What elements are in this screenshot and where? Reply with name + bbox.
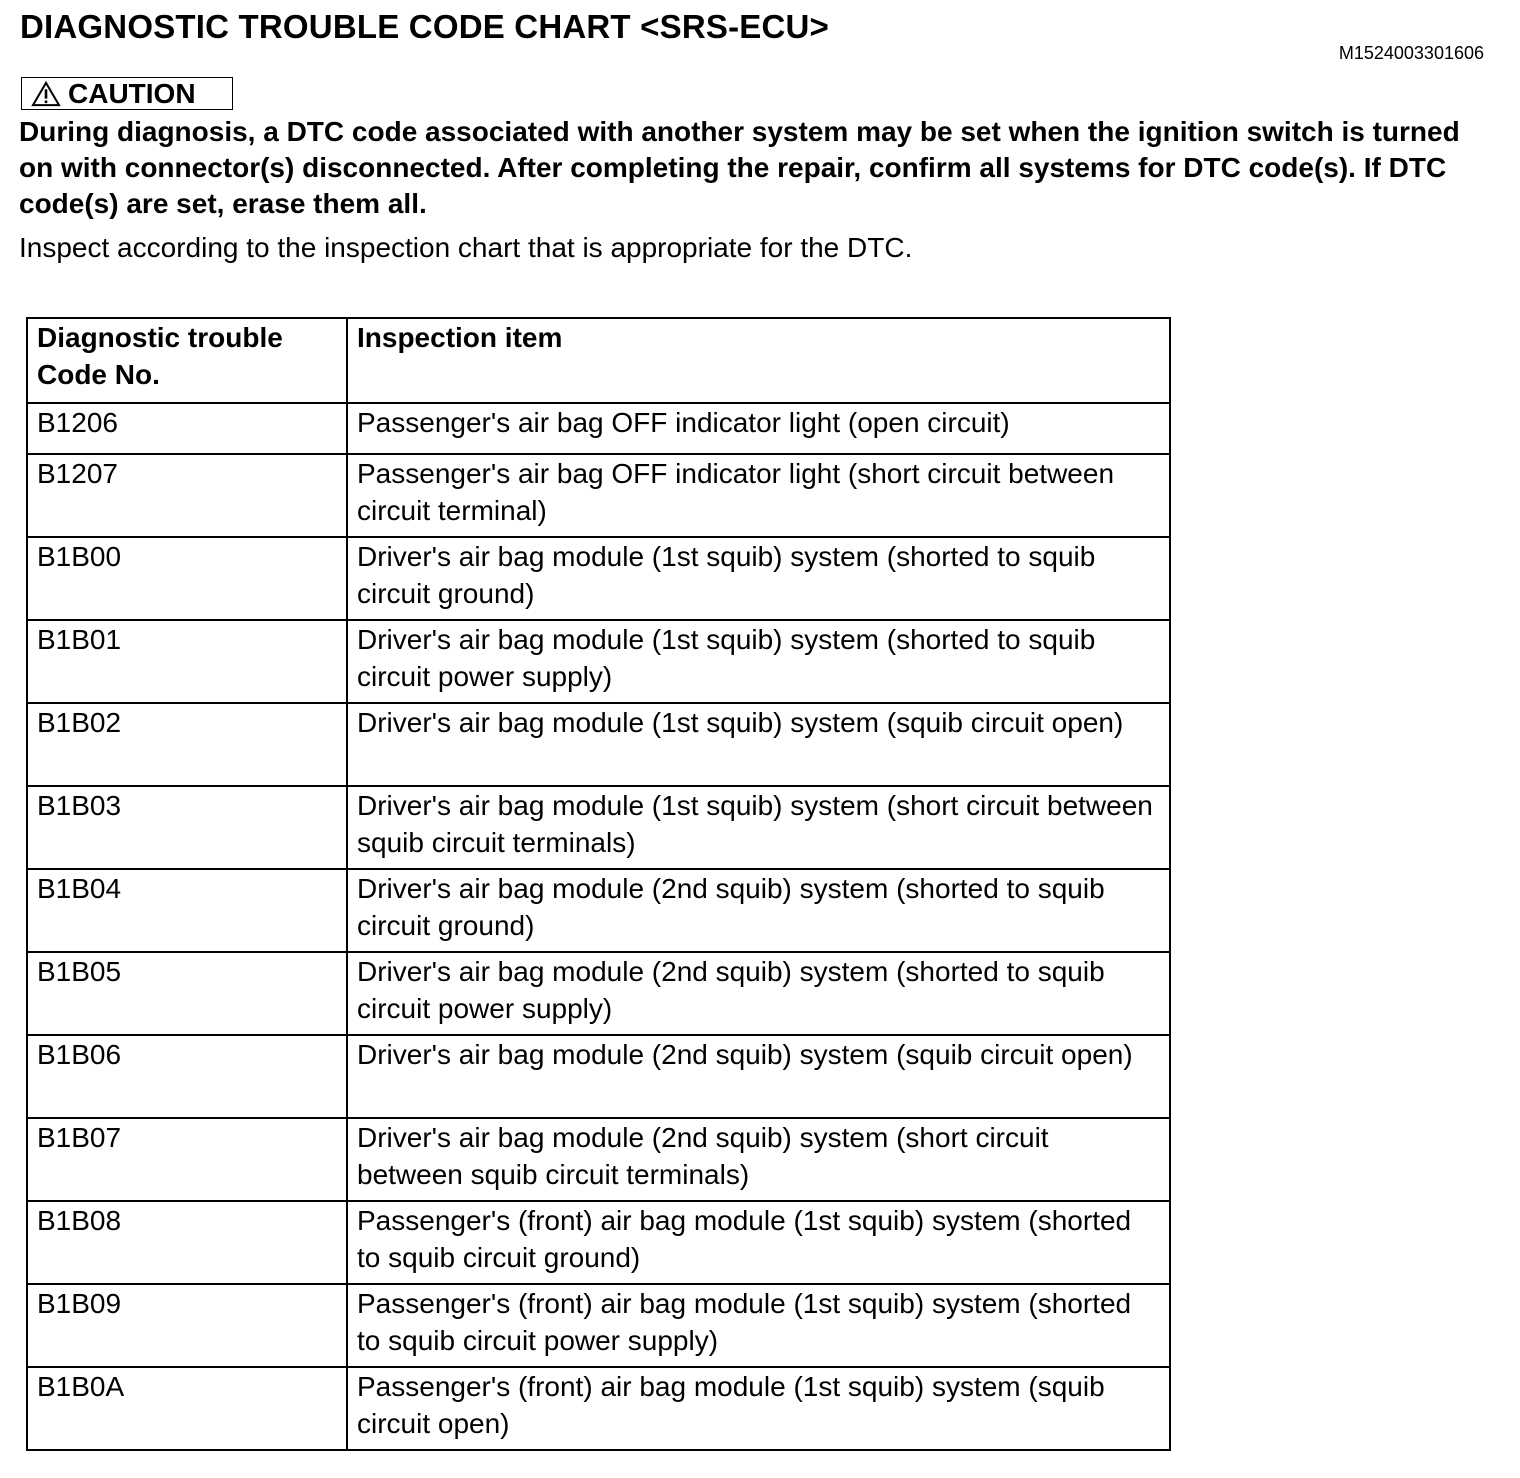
table-row <box>27 1035 1170 1118</box>
inspection-item-cell: Driver's air bag module (2nd squib) system (squib circuit open) <box>347 1035 1170 1118</box>
dtc-code-cell: B1206 <box>27 403 347 454</box>
dtc-code-cell: B1B0A <box>27 1367 347 1450</box>
dtc-code-cell: B1B08 <box>27 1201 347 1284</box>
inspection-item-cell: Passenger's air bag OFF indicator light (short circuit between circuit terminal) <box>347 454 1170 537</box>
inspection-item-cell: Driver's air bag module (2nd squib) system (shorted to squib circuit power supply) <box>347 952 1170 1035</box>
table-row <box>27 1118 1170 1201</box>
inspection-item-cell: Passenger's (front) air bag module (1st squib) system (shorted to squib circuit power supply) <box>347 1284 1170 1367</box>
caution-label: CAUTION <box>68 77 196 109</box>
table-row <box>27 869 1170 952</box>
dtc-code-cell: B1B00 <box>27 537 347 620</box>
dtc-code-cell: B1B09 <box>27 1284 347 1367</box>
inspection-item-cell: Passenger's (front) air bag module (1st squib) system (squib circuit open) <box>347 1367 1170 1450</box>
page-title: DIAGNOSTIC TROUBLE CODE CHART <SRS-ECU> <box>20 8 830 45</box>
inspection-item-cell: Driver's air bag module (1st squib) system (squib circuit open) <box>347 703 1170 786</box>
caution-text: During diagnosis, a DTC code associated with another system may be set when the ignition switch is turned on with connector(s) disconnected. After completing the repair, confirm all systems for DTC code(s). If DTC code(s) are set, erase them all. <box>19 116 1460 219</box>
inspection-item-cell: Passenger's air bag OFF indicator light (open circuit) <box>347 403 1170 454</box>
table-row <box>27 952 1170 1035</box>
dtc-code-cell: B1B02 <box>27 703 347 786</box>
instruction-text: Inspect according to the inspection chart that is appropriate for the DTC. <box>19 232 913 263</box>
table-row <box>27 786 1170 869</box>
inspection-item-cell: Passenger's (front) air bag module (1st squib) system (shorted to squib circuit ground) <box>347 1201 1170 1284</box>
inspection-item-cell: Driver's air bag module (1st squib) system (shorted to squib circuit ground) <box>347 537 1170 620</box>
warning-triangle-icon <box>30 81 62 107</box>
header-inspection-item: Inspection item <box>347 318 1170 403</box>
table-row <box>27 403 1170 454</box>
dtc-code-cell: B1B07 <box>27 1118 347 1201</box>
table-row <box>27 1284 1170 1367</box>
dtc-code-cell: B1B01 <box>27 620 347 703</box>
inspection-item-cell: Driver's air bag module (1st squib) system (shorted to squib circuit power supply) <box>347 620 1170 703</box>
dtc-code-cell: B1B03 <box>27 786 347 869</box>
table-row <box>27 537 1170 620</box>
table-row <box>27 703 1170 786</box>
table-row <box>27 454 1170 537</box>
inspection-item-cell: Driver's air bag module (2nd squib) system (shorted to squib circuit ground) <box>347 869 1170 952</box>
dtc-table-body <box>27 403 1170 1450</box>
dtc-code-cell: B1B06 <box>27 1035 347 1118</box>
dtc-code-cell: B1B04 <box>27 869 347 952</box>
inspection-item-cell: Driver's air bag module (2nd squib) system (short circuit between squib circuit terminals) <box>347 1118 1170 1201</box>
header-code: Diagnostic trouble Code No. <box>27 318 347 403</box>
table-row <box>27 620 1170 703</box>
dtc-code-cell: B1B05 <box>27 952 347 1035</box>
dtc-code-cell: B1207 <box>27 454 347 537</box>
dtc-table <box>26 317 1171 1451</box>
table-row <box>27 1367 1170 1450</box>
table-header-row <box>27 318 1170 403</box>
caution-label-box <box>21 77 233 110</box>
document-id: M1524003301606 <box>1338 43 1484 63</box>
table-row <box>27 1201 1170 1284</box>
inspection-item-cell: Driver's air bag module (1st squib) system (short circuit between squib circuit terminals) <box>347 786 1170 869</box>
